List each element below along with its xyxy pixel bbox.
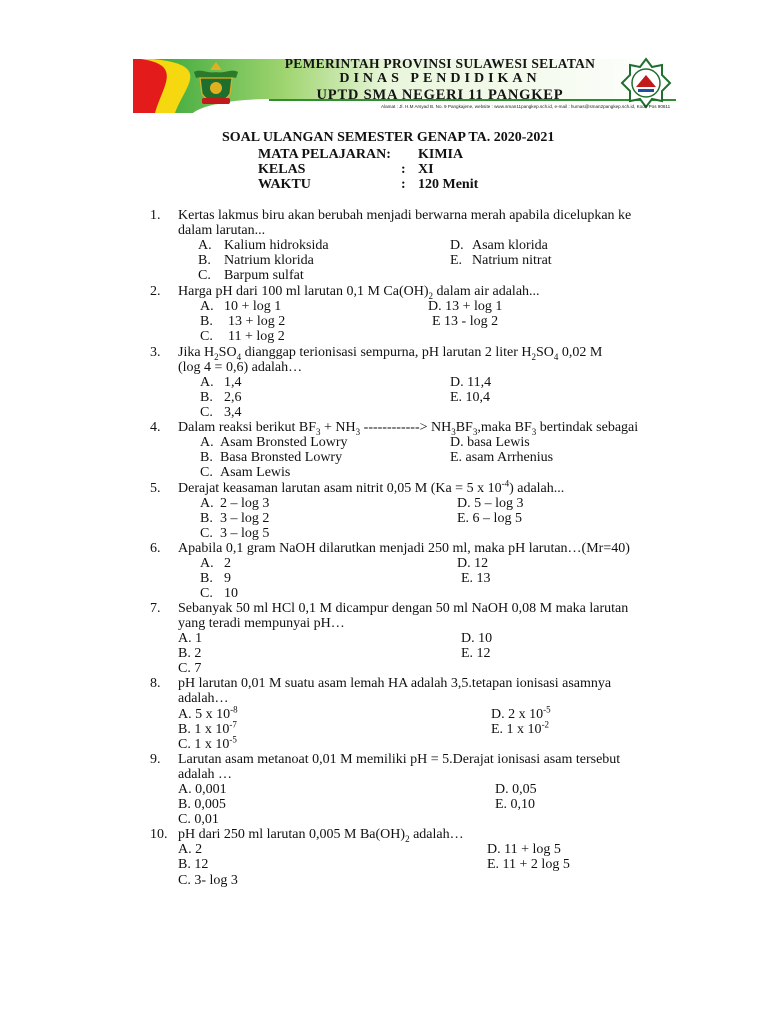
option-letter: B. [200, 511, 213, 526]
exam-title: SOAL ULANGAN SEMESTER GENAP TA. 2020-2021 [222, 130, 555, 145]
option-a: 2 – log 3 [220, 496, 270, 511]
question-number: 7. [150, 601, 161, 616]
question-number: 1. [150, 208, 161, 223]
option-e: E 13 - log 2 [432, 314, 499, 329]
question-text: Apabila 0,1 gram NaOH dilarutkan menjadi 250 ml, maka pH larutan…(Mr=40) [178, 541, 630, 556]
option-letter: C. [200, 465, 213, 480]
option-b: Basa Bronsted Lowry [220, 450, 343, 465]
option-e: Natrium nitrat [472, 253, 552, 268]
option-e: E. asam Arrhenius [450, 450, 554, 465]
school-logo-icon [620, 57, 672, 109]
subject-row [258, 147, 464, 163]
option-e: E. 0,10 [495, 797, 536, 812]
question-text: pH dari 250 ml larutan 0,005 M $Ba(OH)_2$ adalah… [178, 827, 464, 844]
option-letter: C. [200, 586, 213, 601]
class-separator: : [401, 162, 406, 177]
option-letter: B. [198, 253, 211, 268]
option-letter: D. [450, 238, 464, 253]
option-letter: A. [200, 299, 214, 314]
class-row [258, 162, 434, 178]
question-number: 3. [150, 345, 161, 360]
subject-value: KIMIA [418, 147, 464, 162]
option-d: D. 11 + log 5 [487, 842, 561, 857]
option-letter: A. [198, 238, 212, 253]
option-b: Natrium klorida [224, 253, 314, 268]
question-text-cont: (log 4 = 0,6) adalah… [178, 360, 303, 375]
option-letter: B. [200, 390, 213, 405]
option-a: A. 0,001 [178, 782, 227, 797]
question-text: Derajat keasaman larutan asam nitrit 0,05 M (Ka = 5 x $10^{-4}$) adalah... [178, 478, 565, 496]
option-letter: C. [200, 526, 213, 541]
option-d: D. 5 – log 3 [457, 496, 524, 511]
option-e: E. 6 – log 5 [457, 511, 522, 526]
option-d: D. 10 [461, 631, 493, 646]
option-b: 2,6 [224, 390, 242, 405]
option-d: D. 12 [457, 556, 489, 571]
option-b: 9 [224, 571, 231, 586]
option-letter: B. [200, 571, 213, 586]
question-number: 8. [150, 676, 161, 691]
option-letter: A. [200, 375, 214, 390]
question-number: 9. [150, 752, 161, 767]
option-e: E. 13 [461, 571, 491, 586]
option-c: C. 7 [178, 661, 202, 676]
option-b: 13 + log 2 [228, 314, 286, 329]
option-letter: E. [450, 253, 463, 268]
letterhead-address: Alamat : Jl. H.M Arsyad B. No. 9 Pangkajene, website : www.sman11pangkep.sch.id, e-mail : humas@sman2pangkep.sch.id, Kode Pos 90611 [381, 104, 671, 109]
option-letter: A. [200, 556, 214, 571]
option-e: E. 11 + 2 log 5 [487, 857, 570, 872]
option-d: D. 11,4 [450, 375, 492, 390]
question-number: 2. [150, 284, 161, 299]
question-text: Jika $H_2SO_4$ dianggap terionisasi sempurna, pH larutan 2 liter $H_2SO_4$ 0,02 M [178, 345, 603, 362]
option-b: B. 12 [178, 857, 209, 872]
option-a: Kalium hidroksida [224, 238, 329, 253]
question-text: Sebanyak 50 ml HCl 0,1 M dicampur dengan 50 ml NaOH 0,08 M maka larutan [178, 601, 629, 616]
option-a: Asam Bronsted Lowry [220, 435, 348, 450]
option-d: D. basa Lewis [450, 435, 530, 450]
question-text-cont: adalah… [178, 691, 229, 706]
option-a: 2 [224, 556, 231, 571]
time-separator: : [401, 177, 406, 192]
question-text: Larutan asam metanoat 0,01 M memiliki pH = 5.Derajat ionisasi asam tersebut [178, 752, 621, 767]
question-text-cont: adalah … [178, 767, 233, 782]
question-text-cont: dalam larutan... [178, 223, 266, 238]
subject-label: MATA PELAJARAN: [258, 147, 391, 162]
class-value: XI [418, 162, 434, 177]
question-text: pH larutan 0,01 M suatu asam lemah HA adalah 3,5.tetapan ionisasi asamnya [178, 676, 612, 691]
option-a: 10 + log 1 [224, 299, 282, 314]
option-a: A. 2 [178, 842, 203, 857]
letterhead-line-agency: DINAS PENDIDIKAN [339, 71, 541, 86]
option-letter: C. [200, 405, 213, 420]
question-number: 4. [150, 420, 161, 435]
time-row [258, 177, 479, 193]
option-b: B. 2 [178, 646, 202, 661]
question-number: 5. [150, 481, 161, 496]
option-letter: A. [200, 435, 214, 450]
option-b: B. 1 x $10^{-7}$ [178, 719, 237, 737]
option-d: D. 2 x $10^{-5}$ [491, 704, 551, 722]
option-d: D. 13 + log 1 [428, 299, 503, 314]
option-e: E. 12 [461, 646, 491, 661]
question-text: Harga pH dari 100 ml larutan 0,1 M $Ca(OH)_2$ dalam air adalah... [178, 284, 540, 301]
option-e: E. 10,4 [450, 390, 491, 405]
option-c: 10 [224, 586, 238, 601]
question-number: 10. [150, 827, 168, 842]
option-c: C. 0,01 [178, 812, 219, 827]
time-label: WAKTU [258, 177, 311, 192]
province-emblem-icon [186, 58, 246, 108]
option-letter: A. [200, 496, 214, 511]
option-letter: B. [200, 314, 213, 329]
letterhead-line-province: PEMERINTAH PROVINSI SULAWESI SELATAN [284, 56, 596, 71]
option-b: 3 – log 2 [220, 511, 270, 526]
option-a: 1,4 [224, 375, 242, 390]
option-c: 3,4 [224, 405, 242, 420]
option-a: A. 5 x $10^{-8}$ [178, 704, 238, 722]
time-value: 120 Menit [418, 177, 479, 192]
option-letter: B. [200, 450, 213, 465]
letterhead-line-school: UPTD SMA NEGERI 11 PANGKEP [316, 87, 564, 103]
option-letter: C. [198, 268, 211, 283]
option-letter: C. [200, 329, 213, 344]
option-b: B. 0,005 [178, 797, 226, 812]
question-text: Kertas lakmus biru akan berubah menjadi berwarna merah apabila dicelupkan ke [178, 208, 632, 223]
option-c: Barpum sulfat [224, 268, 304, 283]
letterhead [133, 55, 676, 113]
option-c: C. 3- log 3 [178, 873, 238, 888]
question-text-cont: yang teradi mempunyai pH… [178, 616, 345, 631]
option-c: 3 – log 5 [220, 526, 270, 541]
option-d: Asam klorida [472, 238, 548, 253]
option-c: 11 + log 2 [228, 329, 285, 344]
question-text: Dalam reaksi berikut $BF_3 + NH_3$ ------------> $NH_3BF_3,maka$ $BF_3$ bertindak sebagai [178, 420, 639, 437]
option-d: D. 0,05 [495, 782, 537, 797]
option-c: Asam Lewis [220, 465, 291, 480]
option-a: A. 1 [178, 631, 203, 646]
question-number: 6. [150, 541, 161, 556]
option-c: C. 1 x $10^{-5}$ [178, 734, 237, 752]
option-e: E. 1 x $10^{-2}$ [491, 719, 550, 737]
class-label: KELAS [258, 162, 306, 177]
